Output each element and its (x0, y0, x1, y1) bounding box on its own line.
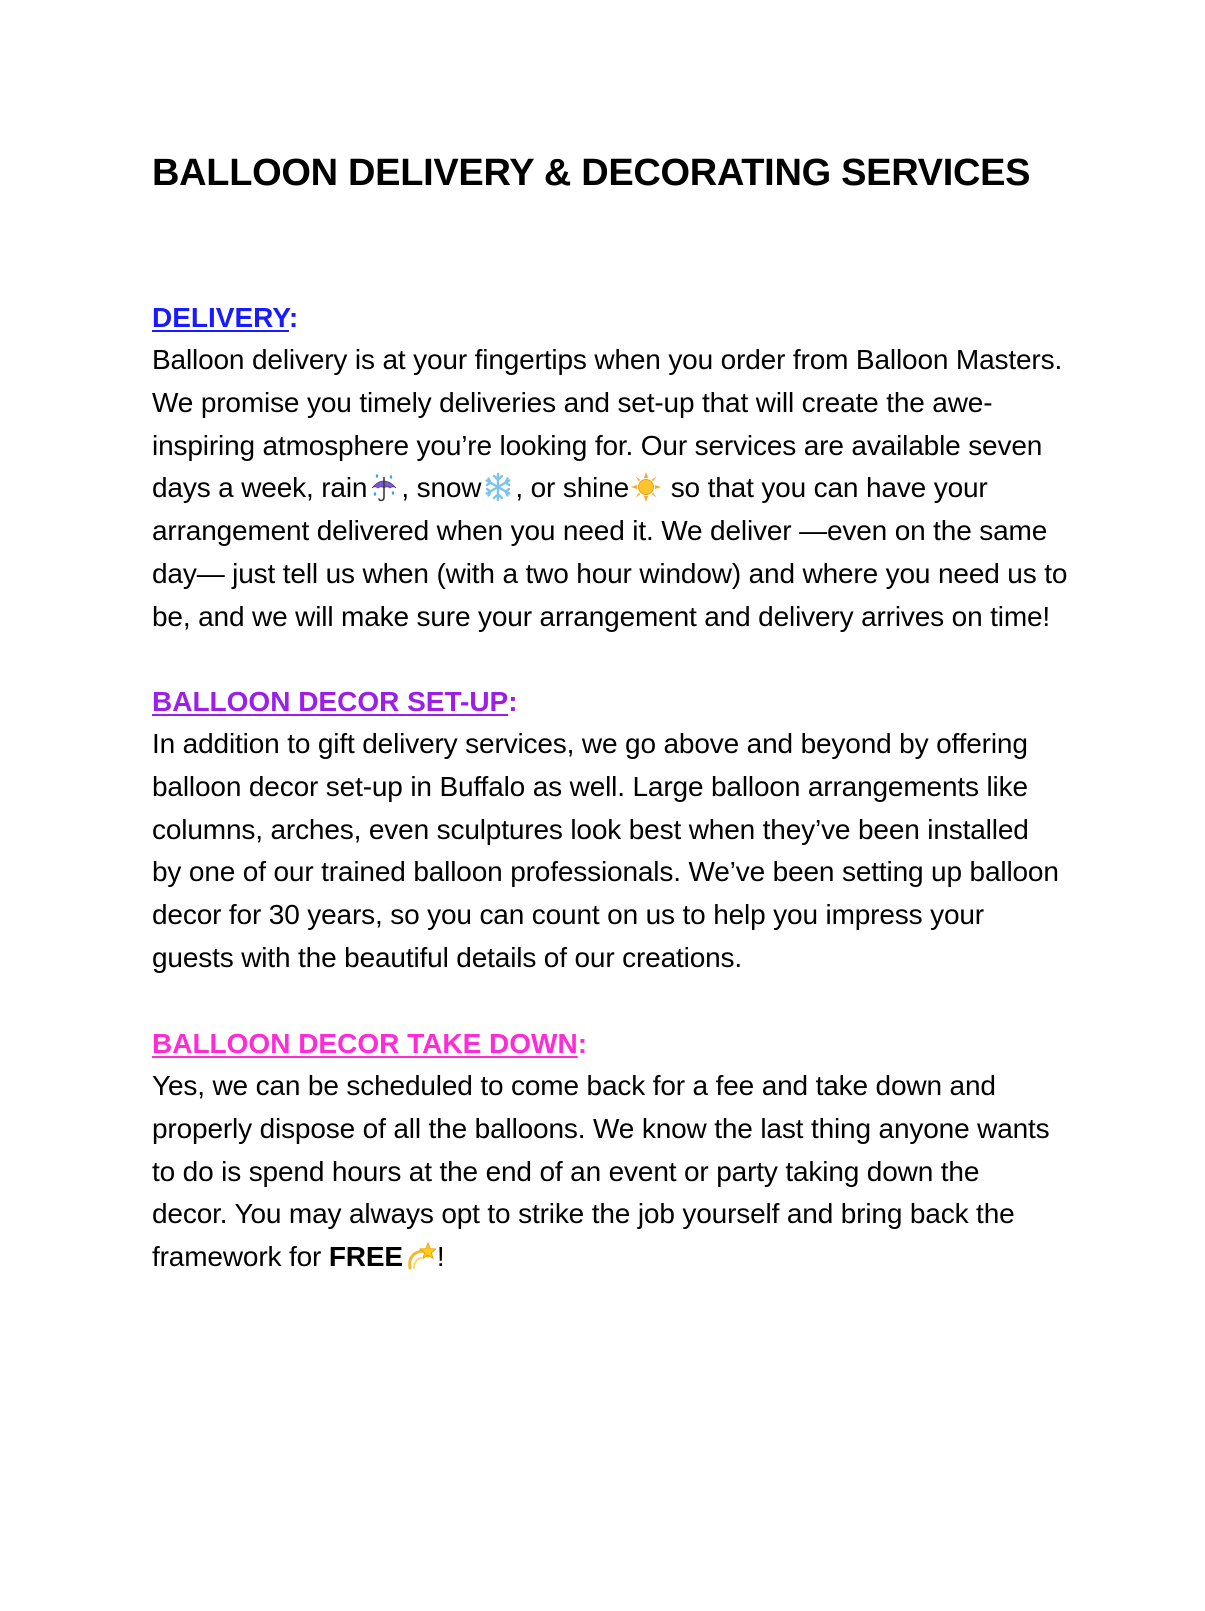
setup-line-1: In addition to gift delivery services, we go above and beyond by offering (152, 728, 1028, 759)
takedown-heading-link[interactable]: BALLOON DECOR TAKE DOWN (152, 1028, 578, 1059)
setup-heading-link[interactable]: BALLOON DECOR SET-UP (152, 686, 509, 717)
free-label: FREE (328, 1241, 403, 1273)
delivery-line-4-part-3: , or shine (515, 472, 630, 504)
setup-heading-colon: : (508, 686, 518, 717)
sun-icon (630, 471, 662, 503)
delivery-body (152, 339, 1152, 639)
delivery-section (152, 296, 1152, 639)
dizzy-star-icon (404, 1240, 436, 1272)
takedown-body (152, 1065, 1152, 1279)
setup-line-3: columns, arches, even sculptures look best when they’ve been installed (152, 813, 1029, 845)
delivery-heading (152, 296, 1152, 339)
delivery-line-4-part-4: so that you can have your (663, 472, 988, 504)
delivery-heading-colon: : (288, 302, 299, 333)
delivery-line-7: be, and we will make sure your arrangement and delivery arrives on time! (152, 600, 1051, 632)
delivery-heading-link[interactable]: DELIVERY (152, 302, 289, 333)
takedown-line-3: to do is spend hours at the end of an event or party taking down the (152, 1155, 980, 1187)
setup-line-6: guests with the beautiful details of our creations. (152, 941, 743, 973)
setup-body (152, 723, 1152, 980)
delivery-line-4-part-1: days a week, rain (152, 472, 368, 504)
delivery-line-3: inspiring atmosphere you’re looking for. Our services are available seven (152, 429, 1043, 461)
delivery-line-1: Balloon delivery is at your fingertips when you order from Balloon Masters. (152, 344, 1063, 375)
delivery-line-4 (152, 467, 1152, 510)
takedown-line-1: Yes, we can be scheduled to come back for a fee and take down and (152, 1070, 996, 1101)
delivery-line-2: We promise you timely deliveries and set-up that will create the awe- (152, 386, 993, 418)
takedown-line-4: decor. You may always opt to strike the job yourself and bring back the (152, 1198, 1015, 1230)
setup-heading (152, 680, 1152, 723)
setup-line-5: decor for 30 years, so you can count on us to help you impress your (152, 899, 984, 931)
delivery-line-5: arrangement delivered when you need it. We deliver —even on the same (152, 515, 1048, 547)
takedown-line-5 (152, 1236, 1152, 1279)
takedown-line-5-prefix: framework for (152, 1241, 329, 1273)
takedown-section (152, 1022, 1152, 1279)
setup-line-2: balloon decor set-up in Buffalo as well. Large balloon arrangements like (152, 770, 1028, 802)
takedown-line-5-suffix: ! (436, 1241, 445, 1273)
umbrella-rain-icon (368, 471, 400, 503)
delivery-line-4-part-2: , snow (401, 472, 482, 504)
takedown-line-2: properly dispose of all the balloons. We know the last thing anyone wants (152, 1112, 1050, 1144)
setup-section (152, 680, 1152, 980)
setup-line-4: by one of our trained balloon professionals. We’ve been setting up balloon (152, 856, 1059, 888)
takedown-heading (152, 1022, 1152, 1065)
delivery-line-6: day— just tell us when (with a two hour window) and where you need us to (152, 557, 1068, 589)
snowflake-icon (482, 471, 514, 503)
takedown-heading-colon: : (577, 1028, 588, 1059)
page-title: BALLOON DELIVERY & DECORATING SERVICES (152, 152, 1031, 194)
